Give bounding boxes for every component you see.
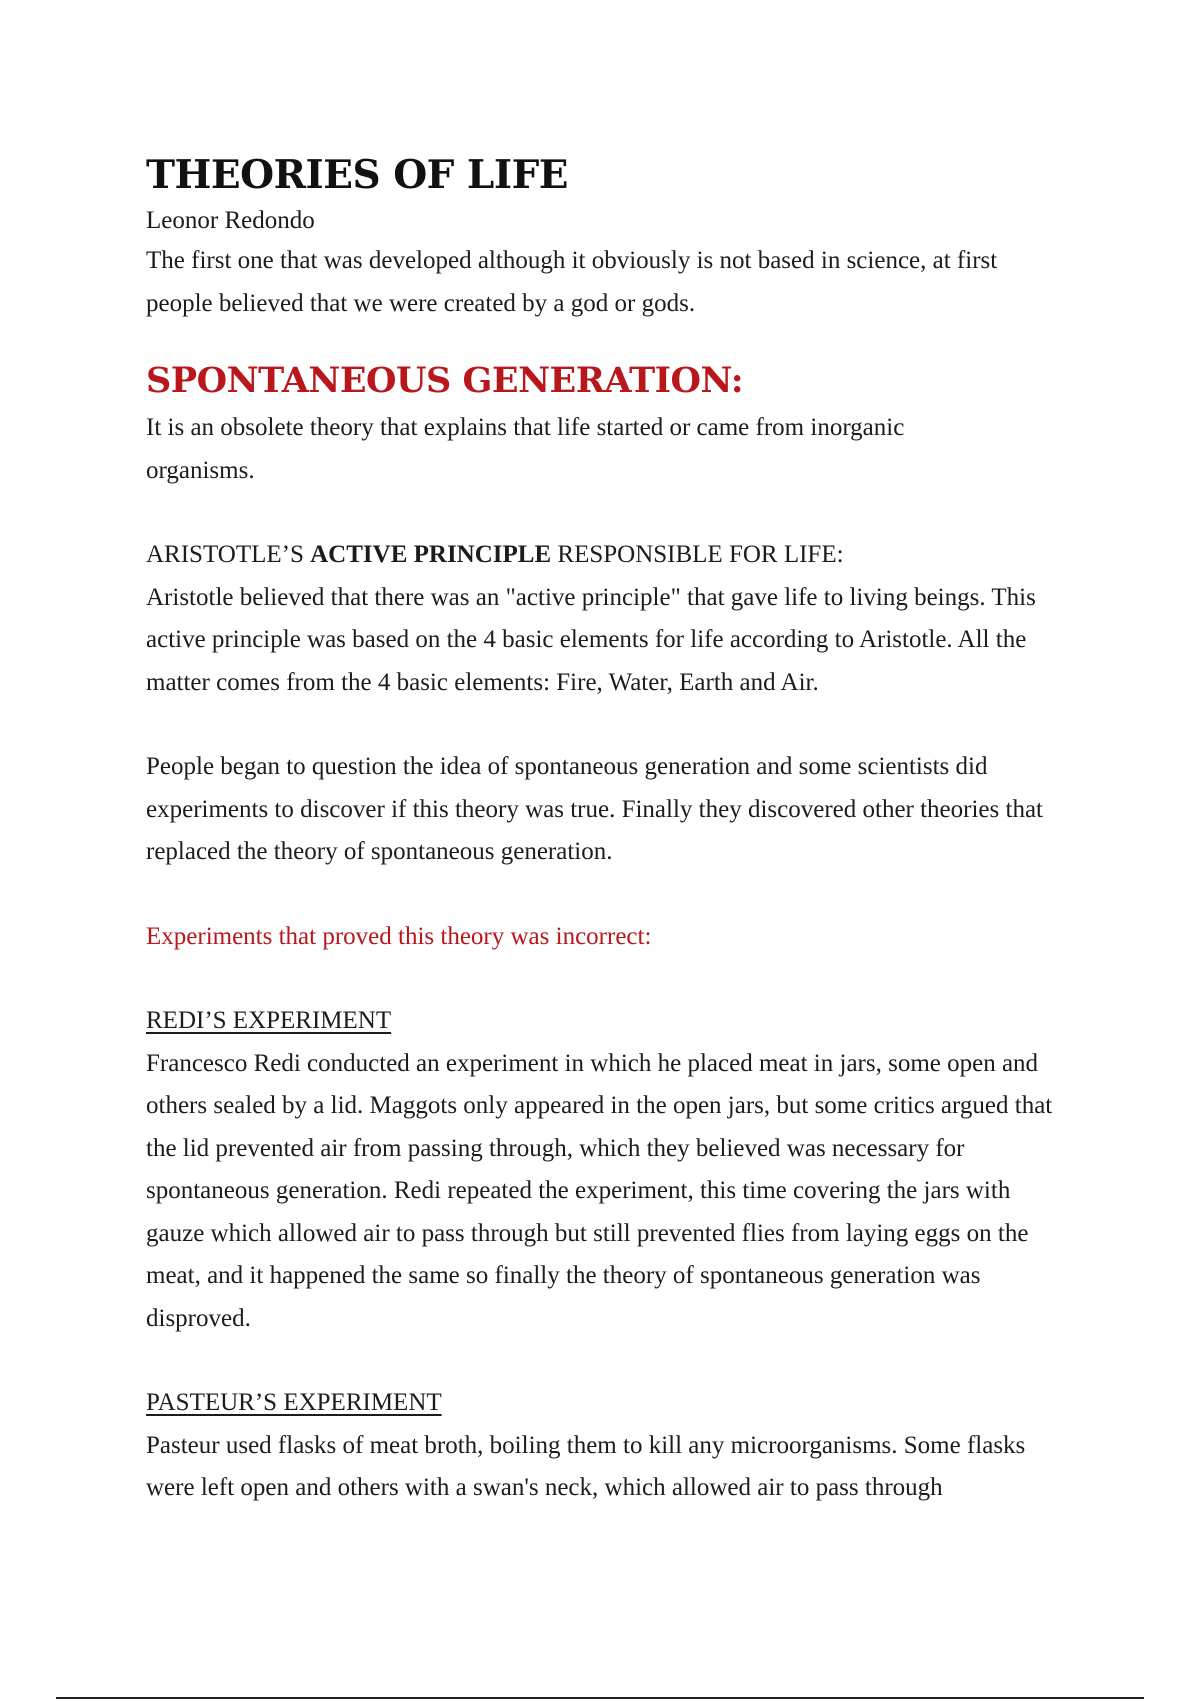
aristotle-text: Aristotle believed that there was an "active principle" that gave life to living beings. This active principle was based on the 4 basic elements for life according to Aristotle. All the matter comes from the 4 basic elements: Fire, Water, Earth and Air. bbox=[146, 583, 1036, 696]
author-name: Leonor Redondo bbox=[146, 207, 315, 234]
aristotle-heading-bold: ACTIVE PRINCIPLE bbox=[310, 541, 552, 568]
question-paragraph: People began to question the idea of spontaneous generation and some scientists did experiments to discover if this theory was true. Finally they discovered other theories that replaced the theory of spontaneous generation. bbox=[146, 753, 1043, 865]
redi-experiment-text: Francesco Redi conducted an experiment in which he placed meat in jars, some open and others sealed by a lid. Maggots only appeared in the open jars, but some critics argued that the lid prevented air from passing through, which they believed was necessary for spontaneous generation. Redi repeated the experiment, this time covering the jars with gauze which allowed air to pass through but still prevented flies from laying eggs on the meat, and it happened the same so finally the theory of spontaneous generation was disproved. bbox=[146, 1049, 1053, 1332]
aristotle-heading-suffix: RESPONSIBLE FOR LIFE: bbox=[551, 541, 844, 568]
redi-experiment-heading: REDI’S EXPERIMENT bbox=[146, 1007, 392, 1034]
spontaneous-generation-text: It is an obsolete theory that explains that life started or came from inorganic organisms. bbox=[146, 414, 905, 484]
aristotle-heading-prefix: ARISTOTLE’S bbox=[146, 541, 311, 568]
document-title: THEORIES OF LIFE bbox=[146, 152, 569, 198]
document-page bbox=[146, 148, 1066, 1510]
pasteur-experiment-text: Pasteur used flasks of meat broth, boiling them to kill any microorganisms. Some flasks were left open and others with a swan's neck, which allowed air to pass through bbox=[146, 1431, 1026, 1501]
intro-paragraph: The first one that was developed although it obviously is not based in science, at first people believed that we were created by a god or gods. bbox=[146, 247, 998, 317]
aristotle-heading bbox=[146, 534, 1066, 577]
spontaneous-generation-heading: SPONTANEOUS GENERATION: bbox=[146, 360, 744, 401]
page-bottom-rule bbox=[56, 1697, 1144, 1699]
pasteur-experiment-heading: PASTEUR’S EXPERIMENT bbox=[146, 1389, 442, 1416]
experiments-heading: Experiments that proved this theory was incorrect: bbox=[146, 922, 652, 950]
